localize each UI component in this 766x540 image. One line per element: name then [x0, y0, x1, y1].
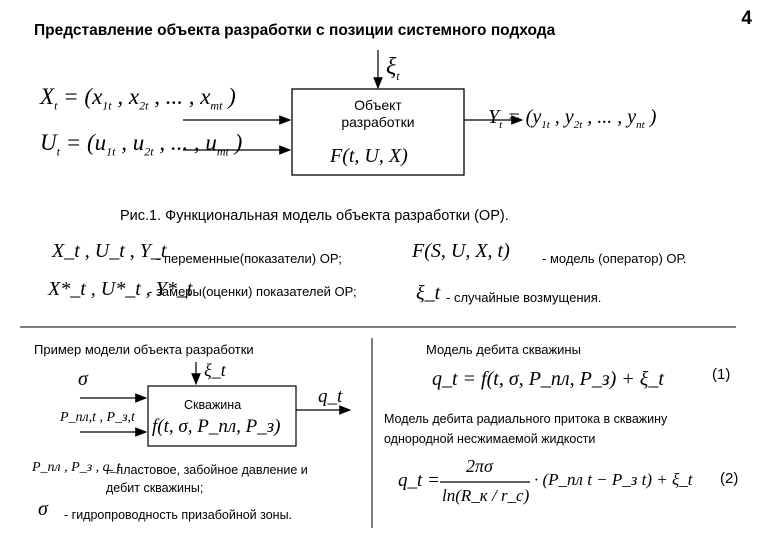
well-desc-line1: – пластовое, забойное давление и — [106, 463, 308, 477]
equation-2-denominator: ln(R_к / r_c) — [442, 486, 530, 505]
sigma-desc-text: - гидропроводность призабойной зоны. — [64, 508, 293, 522]
equation-2-numerator: 2πσ — [466, 456, 493, 476]
right-subheading-line2: однородной несжимаемой жидкости — [384, 432, 596, 446]
legend-model-symbols: F(S, U, X, t) — [412, 240, 510, 262]
object-box-label: Объект разработки — [341, 97, 415, 130]
well-box-label: Скважина — [184, 398, 242, 412]
sigma-desc-symbol: σ — [38, 498, 48, 520]
input-u-label: $U_t = (u_{1t}$ , $u_{2t}$ , ... , $u_{mt}$ ) — [40, 130, 243, 159]
right-panel-heading: Модель дебита скважины — [426, 342, 581, 357]
output-y-label: $Y_t = (y_{1t}$ , $y_{2t}$ , ... , $y_{nt}$ ) — [488, 106, 657, 131]
slide-title: Представление объекта разработки с позиции системного подхода — [34, 22, 556, 39]
sigma-label: σ — [78, 368, 88, 390]
legend-noise-symbols: ξ_t — [416, 282, 441, 304]
equation-2-rest: · (P_пл t − P_з t) + ξ_t — [534, 470, 693, 489]
equation-2-number: (2) — [720, 470, 739, 487]
legend-vars-text: - переменные(показатели) ОР; — [156, 251, 342, 266]
pressures-label: P_пл,t , P_з,t — [60, 410, 135, 425]
legend-model-text: - модель (оператор) ОР. — [542, 251, 687, 266]
well-desc-line2: дебит скважины; — [106, 481, 204, 495]
output-q-label: q_t — [318, 386, 343, 407]
input-x-label: $X_t = (x_{1t}$ , $x_{2t}$ , ... , $x_{mt}$ ) — [40, 84, 236, 113]
legend-vars-symbols: X_t , U_t , Y_t — [52, 240, 167, 262]
well-desc-symbols: P_пл , P_з , q_t — [32, 460, 121, 475]
well-noise-label: ξ_t — [204, 360, 226, 380]
equation-1-number: (1) — [712, 366, 731, 383]
object-operator: F(t, U, X) — [330, 145, 408, 167]
legend-measured-text: - замеры(оценки) показателей ОР; — [148, 284, 357, 299]
figure-caption: Рис.1. Функциональная модель объекта разработки (ОР). — [120, 208, 509, 224]
legend-measured-symbols: X*_t , U*_t , Y*_t — [48, 278, 193, 300]
equation-1: q_t = f(t, σ, P_пл, P_з) + ξ_t — [432, 368, 664, 390]
right-subheading-line1: Модель дебита радиального притока в скважину — [384, 412, 668, 426]
left-panel-heading: Пример модели объекта разработки — [34, 342, 254, 357]
equation-2-lhs: q_t = — [398, 470, 440, 491]
legend-noise-text: - случайные возмущения. — [446, 290, 602, 305]
page-number: 4 — [741, 8, 752, 29]
well-operator: f(t, σ, P_пл, P_з) — [152, 416, 281, 437]
noise-symbol: $\xi_t$ — [386, 54, 400, 83]
